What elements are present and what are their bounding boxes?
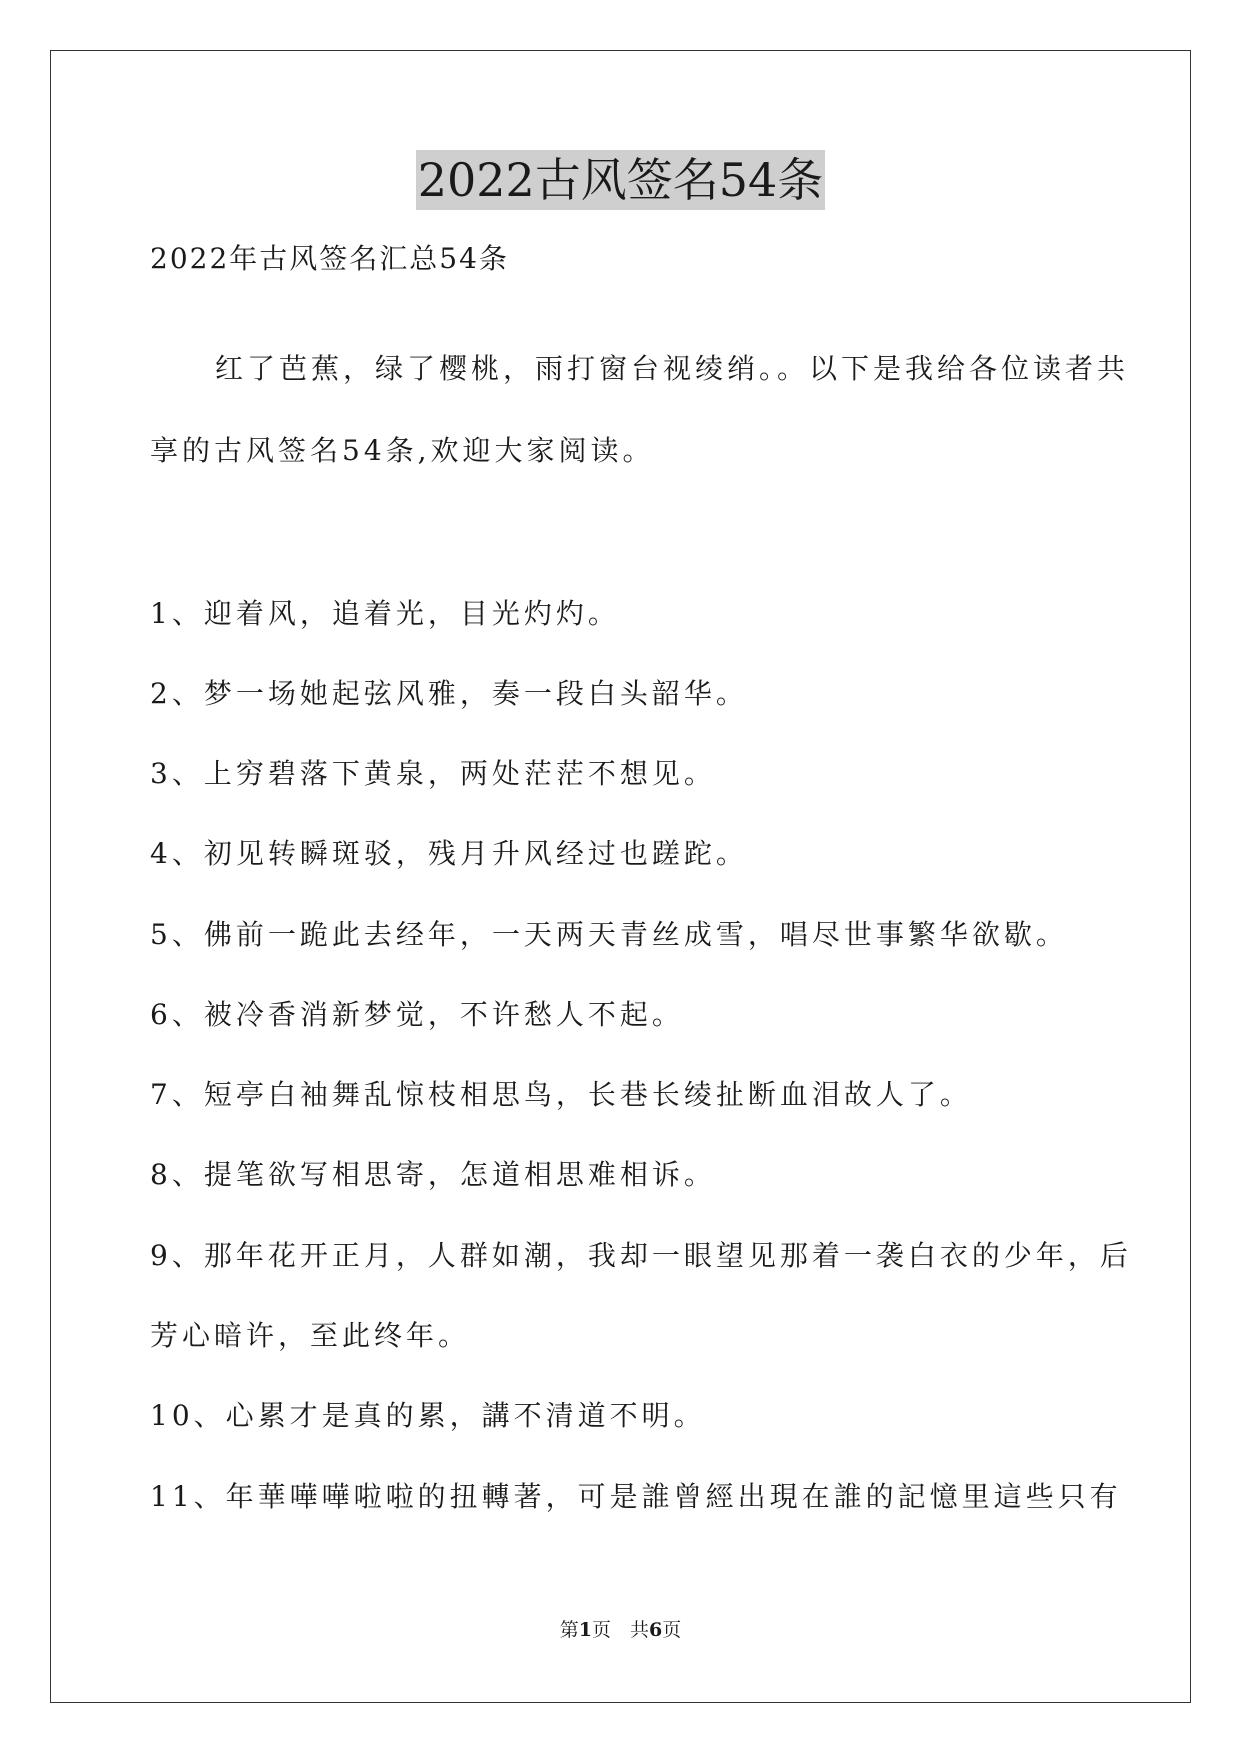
list-item-1: 1、迎着风，追着光，目光灼灼。 — [150, 597, 620, 630]
list-item-11: 11、年華嘩嘩啦啦的扭轉著，可是誰曾經出現在誰的記憶里這些只有 — [150, 1480, 1122, 1513]
intro-line-2: 享的古风签名54条,欢迎大家阅读。 — [150, 434, 655, 467]
page-label-prefix: 第 — [559, 1619, 579, 1641]
document-subtitle: 2022年古风签名汇总54条 — [150, 242, 509, 275]
page-frame — [50, 50, 1191, 1703]
page-label-suffix: 页 — [662, 1619, 682, 1641]
list-item-4: 4、初见转瞬斑驳，残月升风经过也蹉跎。 — [150, 837, 748, 870]
page-label-mid: 页 共 — [591, 1619, 649, 1641]
intro-line-1: 红了芭蕉，绿了樱桃，雨打窗台视绫绡。。以下是我给各位读者共 — [215, 352, 1130, 385]
list-item-6: 6、被冷香消新梦觉，不许愁人不起。 — [150, 998, 684, 1031]
list-item-7: 7、短亭白袖舞乱惊枝相思鸟，长巷长绫扯断血泪故人了。 — [150, 1078, 972, 1111]
list-item-9-continued: 芳心暗许，至此终年。 — [150, 1319, 471, 1352]
list-item-3: 3、上穷碧落下黄泉，两处茫茫不想见。 — [150, 757, 716, 790]
list-item-5: 5、佛前一跪此去经年，一天两天青丝成雪，唱尽世事繁华欲歇。 — [150, 918, 1068, 951]
title-wrap — [0, 150, 1241, 210]
list-item-2: 2、梦一场她起弦风雅，奏一段白头韶华。 — [150, 677, 748, 710]
document-title: 2022古风签名54条 — [416, 150, 826, 210]
list-item-9: 9、那年花开正月，人群如潮，我却一眼望见那着一袭白衣的少年，后 — [150, 1239, 1132, 1272]
page-number-total: 6 — [649, 1619, 663, 1641]
list-item-10: 10、心累才是真的累，講不清道不明。 — [150, 1399, 706, 1432]
list-item-8: 8、提笔欲写相思寄，怎道相思难相诉。 — [150, 1158, 716, 1191]
page-number-current: 1 — [578, 1619, 592, 1641]
page-footer — [0, 1618, 1241, 1642]
